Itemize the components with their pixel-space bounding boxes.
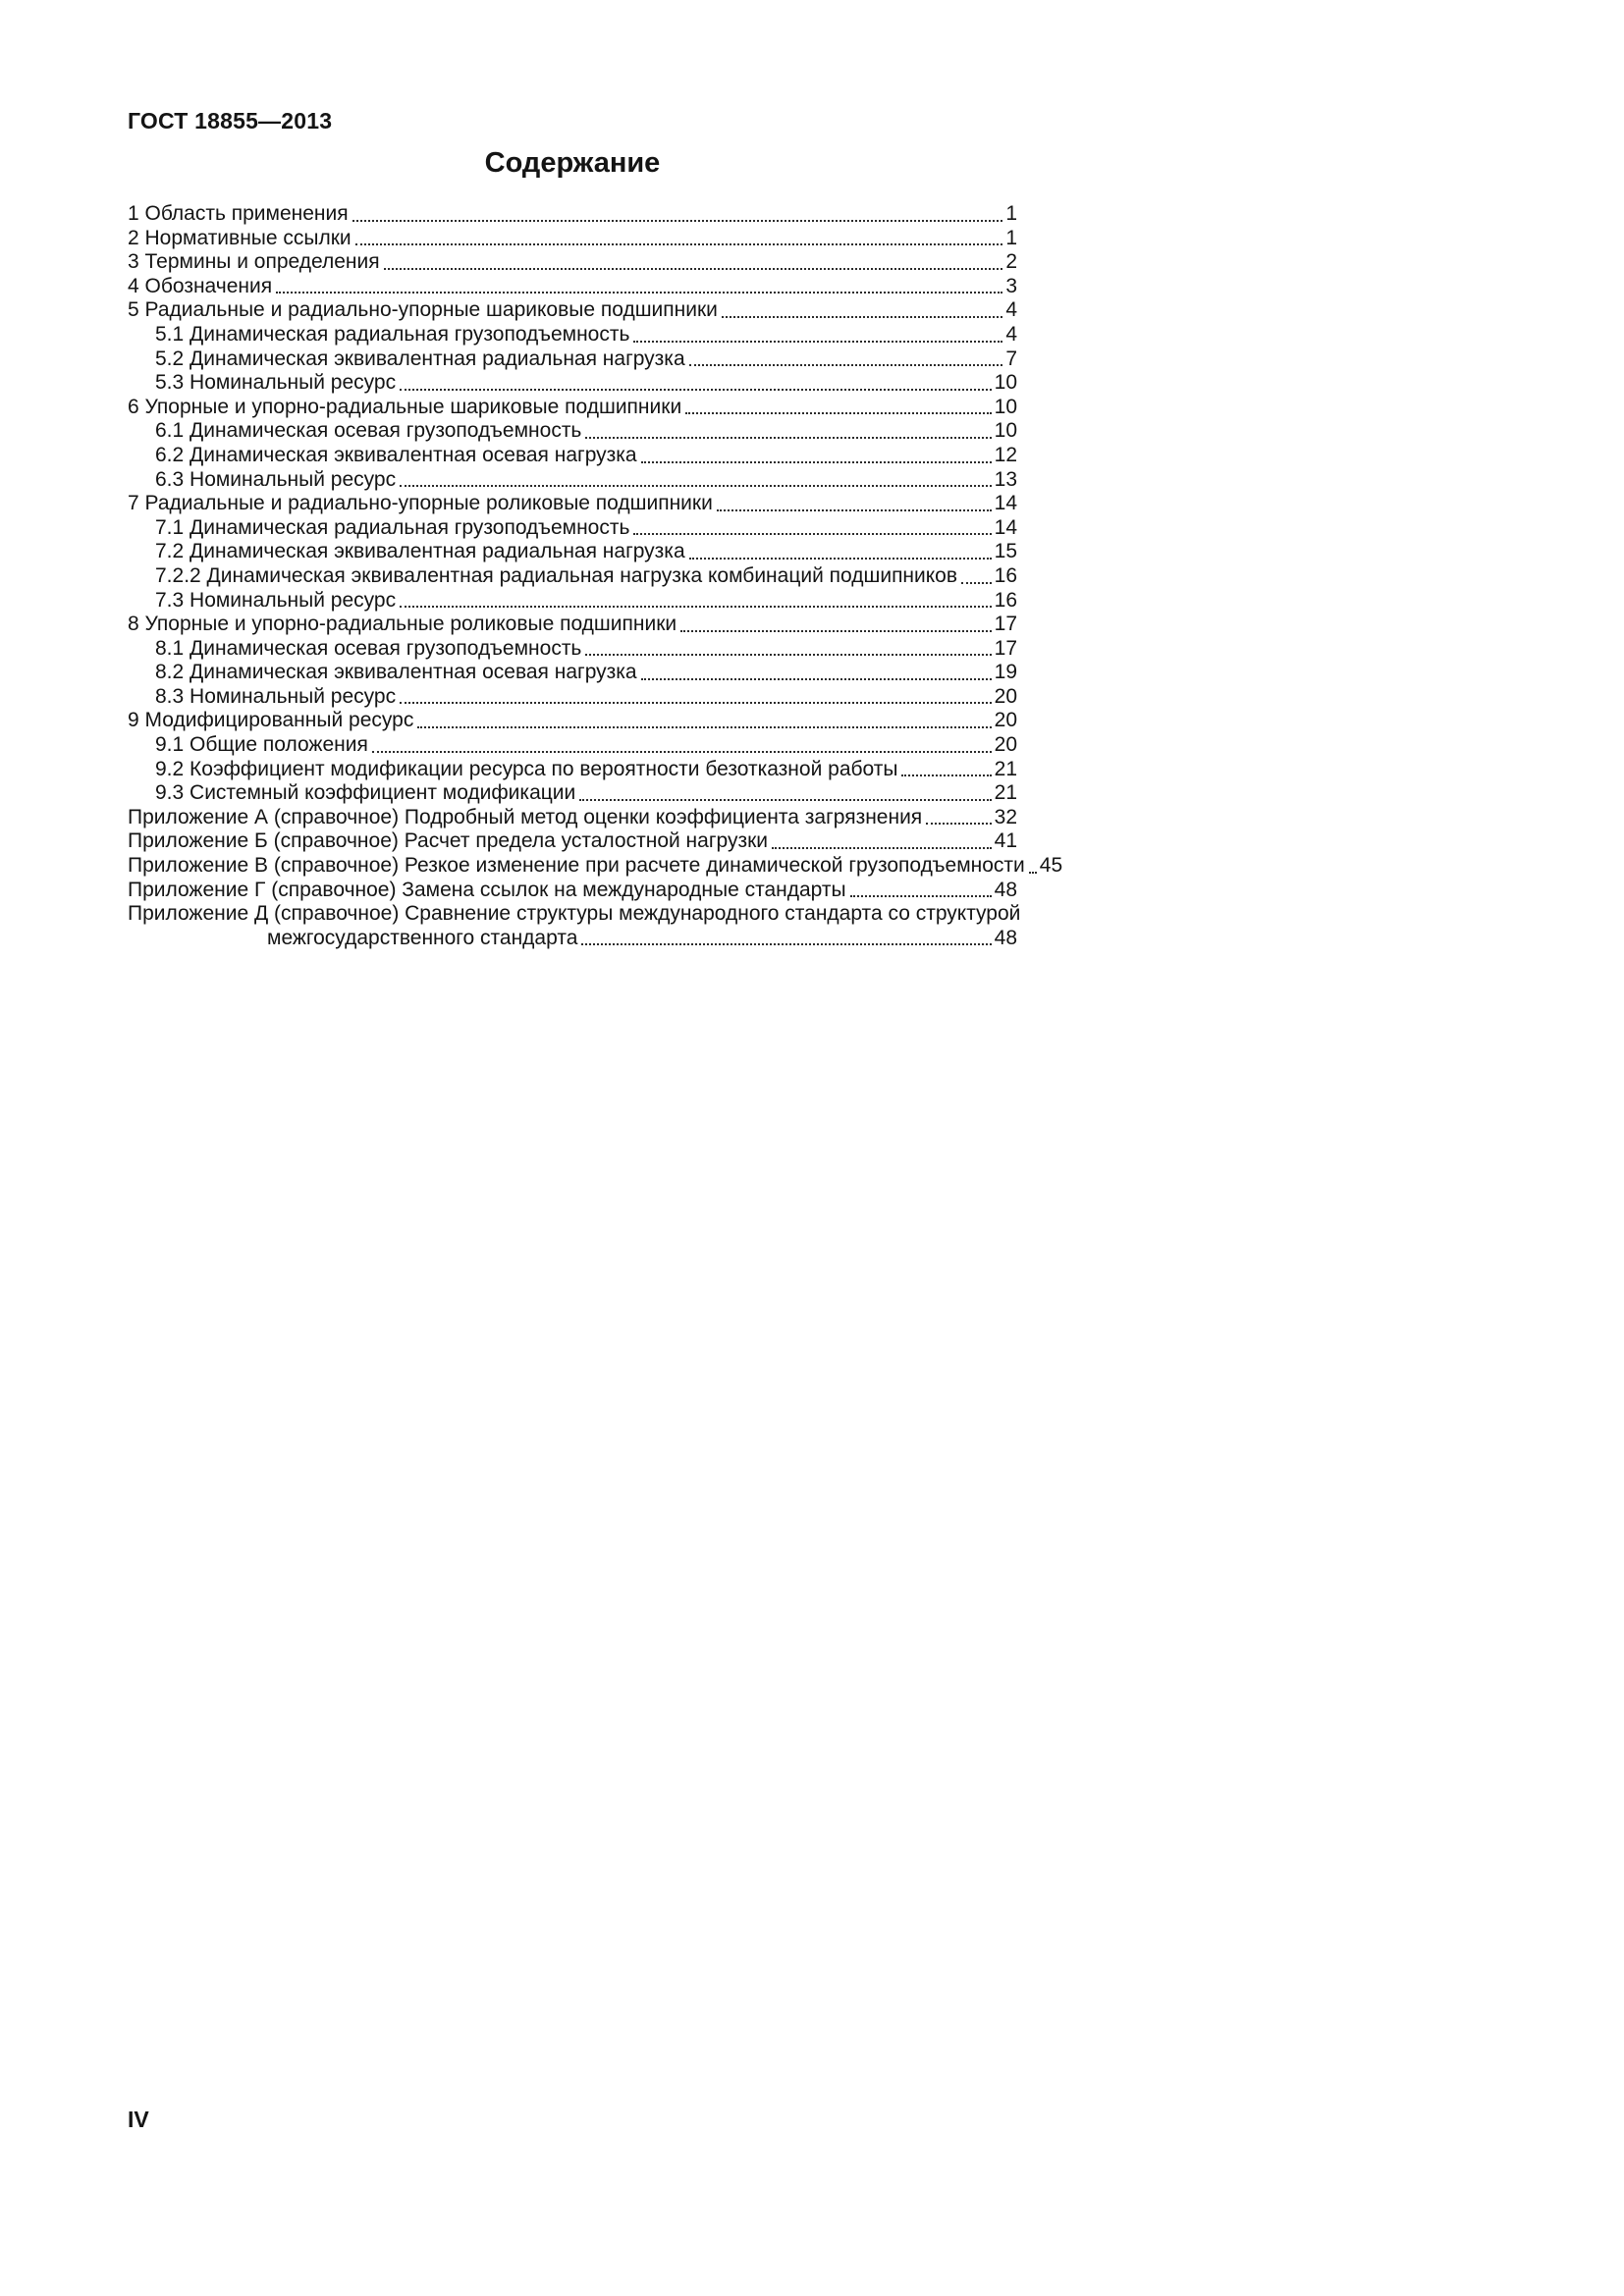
toc-entry-label: 7.2 Динамическая эквивалентная радиальная нагрузка <box>155 540 685 563</box>
toc-entry-label: 9.1 Общие положения <box>155 733 368 757</box>
toc-page-number: 14 <box>994 492 1017 515</box>
toc-leader-dots <box>352 220 1003 222</box>
toc-leader-dots <box>717 509 992 511</box>
toc-entry-label: Приложение Б (справочное) Расчет предела усталостной нагрузки <box>128 829 768 853</box>
toc-leader-dots <box>961 582 992 584</box>
toc-entry <box>128 298 1017 323</box>
toc-leader-dots <box>850 895 992 897</box>
toc-leader-dots <box>372 751 992 753</box>
toc-leader-dots <box>400 389 992 391</box>
toc-entry <box>128 419 1017 444</box>
toc-leader-dots <box>772 847 992 849</box>
toc-page-number: 17 <box>994 636 1017 660</box>
toc-page-number: 16 <box>994 588 1017 612</box>
toc-page-number: 21 <box>994 757 1017 780</box>
toc-leader-dots <box>633 341 1002 343</box>
toc-leader-dots <box>579 799 991 801</box>
toc-page-number: 48 <box>994 926 1017 949</box>
toc-entry <box>128 275 1017 299</box>
toc-leader-dots <box>276 292 1002 294</box>
toc-page-number: 48 <box>994 878 1017 901</box>
toc-page-number: 20 <box>994 684 1017 708</box>
toc-leader-dots <box>641 678 992 680</box>
toc-entry-label: 5.1 Динамическая радиальная грузоподъемность <box>155 322 630 346</box>
toc-entry <box>128 637 1017 662</box>
toc-entry <box>128 250 1017 275</box>
footer-page-number: IV <box>128 2107 149 2132</box>
toc-entry <box>128 540 1017 564</box>
toc-entry-label: межгосударственного стандарта <box>267 926 578 949</box>
toc-page-number: 1 <box>1005 226 1017 249</box>
toc-entry-label: 4 Обозначения <box>128 274 273 297</box>
toc-entry <box>128 902 1021 927</box>
toc-entry <box>128 468 1017 493</box>
toc-entry-label: 6.2 Динамическая эквивалентная осевая нагрузка <box>155 443 637 466</box>
toc-entry <box>128 733 1017 758</box>
toc-leader-dots <box>926 823 991 825</box>
toc-entry-label: 6 Упорные и упорно-радиальные шариковые подшипники <box>128 395 682 418</box>
toc-leader-dots <box>641 461 992 463</box>
toc-leader-dots <box>400 606 992 608</box>
document-code: ГОСТ 18855—2013 <box>128 108 333 133</box>
toc-entry <box>128 661 1017 685</box>
toc-entry-label: Приложение А (справочное) Подробный метод оценки коэффициента загрязнения <box>128 805 923 828</box>
toc-page-number: 7 <box>1005 347 1017 370</box>
toc-entry <box>128 781 1017 806</box>
table-of-contents <box>128 202 1063 950</box>
toc-entry <box>128 516 1017 541</box>
toc-entry-label: 2 Нормативные ссылки <box>128 226 352 249</box>
toc-page-number: 20 <box>994 709 1017 732</box>
toc-entry <box>128 202 1017 227</box>
toc-entry-label: 9.2 Коэффициент модификации ресурса по вероятности безотказной работы <box>155 757 898 780</box>
toc-entry-label: 7.2.2 Динамическая эквивалентная радиальная нагрузка комбинаций подшипников <box>155 563 958 587</box>
toc-entry-label: 9.3 Системный коэффициент модификации <box>155 781 576 805</box>
toc-entry <box>128 758 1017 782</box>
toc-entry <box>128 347 1017 372</box>
toc-leader-dots <box>689 558 992 560</box>
toc-leader-dots <box>355 243 1003 245</box>
toc-leader-dots <box>585 437 991 439</box>
toc-entry <box>128 806 1017 830</box>
toc-page-number: 10 <box>994 419 1017 443</box>
toc-page-number: 14 <box>994 515 1017 539</box>
toc-leader-dots <box>1029 872 1037 874</box>
toc-leader-dots <box>400 485 992 487</box>
toc-entry <box>128 879 1017 903</box>
toc-entry <box>128 613 1017 637</box>
toc-page-number: 20 <box>994 733 1017 757</box>
toc-entry <box>128 564 1017 589</box>
toc-leader-dots <box>901 774 991 776</box>
toc-page-number: 10 <box>994 395 1017 418</box>
toc-page-number: 13 <box>994 467 1017 491</box>
toc-page-number: 17 <box>994 613 1017 636</box>
toc-page-number: 45 <box>1039 854 1063 878</box>
toc-entry <box>128 927 1017 951</box>
toc-leader-dots <box>680 630 992 632</box>
toc-page-number: 10 <box>994 371 1017 395</box>
toc-entry-label: Приложение Г (справочное) Замена ссылок на международные стандарты <box>128 878 846 901</box>
toc-leader-dots <box>581 943 991 945</box>
toc-entry-label: 5.2 Динамическая эквивалентная радиальная нагрузка <box>155 347 685 370</box>
toc-entry-label: Приложение Д (справочное) Сравнение структуры международного стандарта со структурой <box>128 902 1021 926</box>
toc-page-number: 41 <box>994 829 1017 853</box>
toc-entry-label: 7 Радиальные и радиально-упорные роликовые подшипники <box>128 492 713 515</box>
toc-leader-dots <box>722 316 1002 318</box>
toc-entry-label: 8.1 Динамическая осевая грузоподъемность <box>155 636 582 660</box>
toc-entry <box>128 227 1017 251</box>
toc-entry-label: 7.1 Динамическая радиальная грузоподъемность <box>155 515 630 539</box>
toc-entry-label: 6.1 Динамическая осевая грузоподъемность <box>155 419 582 443</box>
toc-entry <box>128 854 1063 879</box>
toc-leader-dots <box>585 654 991 656</box>
toc-page-number: 1 <box>1005 202 1017 225</box>
toc-entry-label: 7.3 Номинальный ресурс <box>155 588 397 612</box>
toc-page-number: 12 <box>994 443 1017 466</box>
toc-page-number: 21 <box>994 781 1017 805</box>
toc-leader-dots <box>633 533 991 535</box>
toc-entry-label: 5 Радиальные и радиально-упорные шариковые подшипники <box>128 298 718 322</box>
toc-entry-label: Приложение В (справочное) Резкое изменение при расчете динамической грузоподъемности <box>128 854 1025 878</box>
toc-page-number: 19 <box>994 661 1017 684</box>
toc-page-number: 32 <box>994 805 1017 828</box>
toc-entry <box>128 371 1017 396</box>
toc-page-number: 15 <box>994 540 1017 563</box>
toc-entry <box>128 444 1017 468</box>
toc-entry-label: 8 Упорные и упорно-радиальные роликовые подшипники <box>128 613 677 636</box>
toc-entry <box>128 709 1017 733</box>
toc-entry <box>128 589 1017 614</box>
toc-entry-label: 8.2 Динамическая эквивалентная осевая нагрузка <box>155 661 637 684</box>
toc-entry-label: 5.3 Номинальный ресурс <box>155 371 397 395</box>
toc-page-number: 16 <box>994 563 1017 587</box>
toc-entry <box>128 396 1017 420</box>
toc-entry-label: 1 Область применения <box>128 202 349 225</box>
toc-entry <box>128 685 1017 710</box>
toc-entry <box>128 829 1017 854</box>
toc-entry-label: 8.3 Номинальный ресурс <box>155 684 397 708</box>
toc-page-number: 4 <box>1005 298 1017 322</box>
toc-page-number: 2 <box>1005 250 1017 274</box>
toc-entry <box>128 492 1017 516</box>
toc-leader-dots <box>685 412 991 414</box>
toc-entry-label: 9 Модифицированный ресурс <box>128 709 414 732</box>
toc-leader-dots <box>689 364 1003 366</box>
toc-leader-dots <box>400 702 992 704</box>
toc-page-number: 4 <box>1005 322 1017 346</box>
toc-leader-dots <box>417 726 991 728</box>
toc-leader-dots <box>384 268 1003 270</box>
page-title: Содержание <box>484 147 661 179</box>
toc-entry-label: 6.3 Номинальный ресурс <box>155 467 397 491</box>
toc-entry <box>128 323 1017 347</box>
toc-page-number: 3 <box>1005 274 1017 297</box>
toc-entry-label: 3 Термины и определения <box>128 250 380 274</box>
